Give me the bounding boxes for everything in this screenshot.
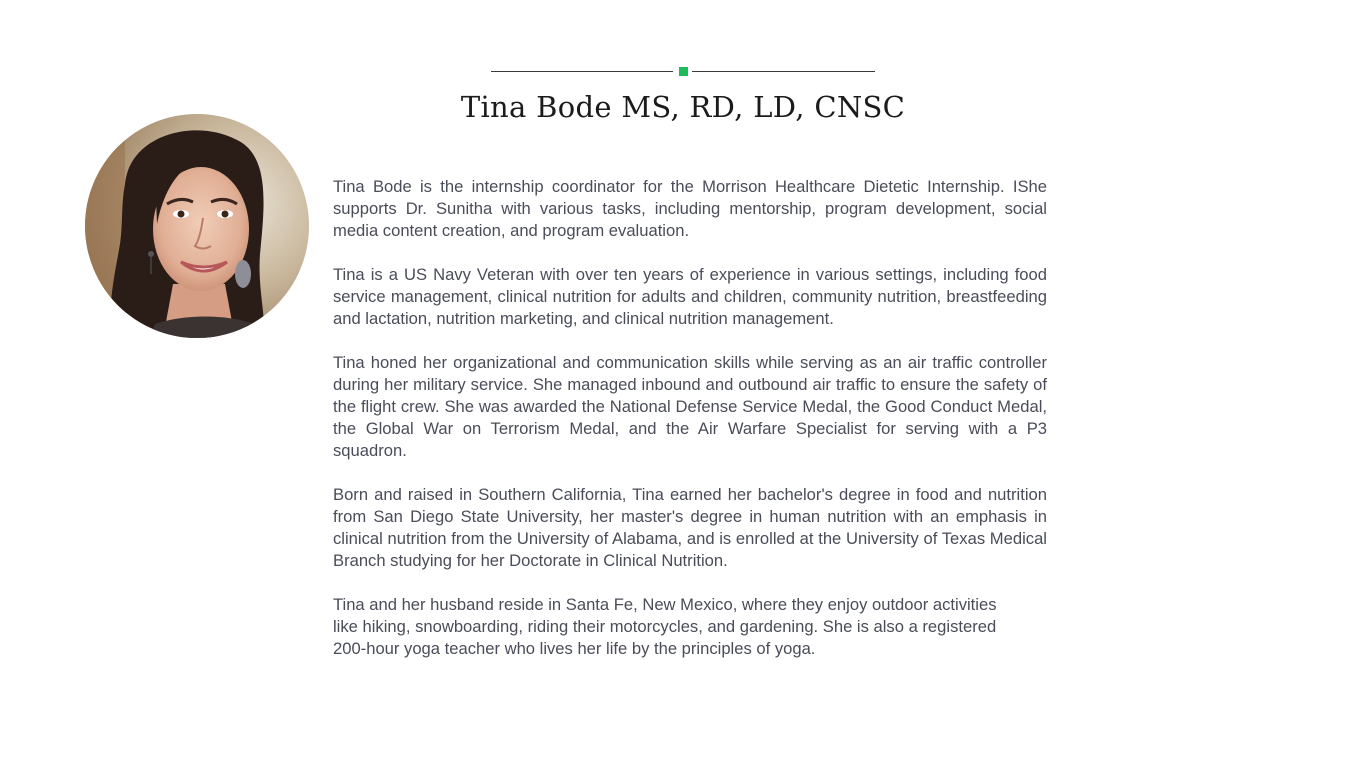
portrait-photo bbox=[85, 114, 309, 338]
bio-paragraph: Tina and her husband reside in Santa Fe, New Mexico, where they enjoy outdoor activities like hiking, snowboarding, riding their motorcycles, and gardening. She is also a registered 200-hour yoga teacher who lives her life by the principles of yoga. bbox=[333, 595, 997, 658]
divider-line-left bbox=[491, 71, 673, 72]
title-divider bbox=[491, 66, 875, 78]
profile-name: Tina Bode MS, RD, LD, CNSC bbox=[460, 90, 906, 124]
bio-paragraph: Tina Bode is the internship coordinator for the Morrison Healthcare Dietetic Internship. IShe supports Dr. Sunitha with various tasks, including mentorship, program development, social media content creation, and program evaluation. bbox=[333, 177, 1047, 240]
bio-paragraph: Tina honed her organizational and communication skills while serving as an air traffic controller during her military service. She managed inbound and outbound air traffic to ensure the safety of the flight crew. She was awarded the National Defense Service Medal, the Good Conduct Medal, the Global War on Terrorism Medal, and the Air Warfare Specialist for serving with a P3 squadron. bbox=[333, 353, 1047, 460]
biography bbox=[333, 176, 1047, 682]
bio-paragraph: Tina is a US Navy Veteran with over ten years of experience in various settings, including food service management, clinical nutrition for adults and children, community nutrition, breastfeeding and lactation, nutrition marketing, and clinical nutrition management. bbox=[333, 265, 1047, 328]
divider-line-right bbox=[692, 71, 875, 72]
bio-paragraph: Born and raised in Southern California, Tina earned her bachelor's degree in food and nutrition from San Diego State University, her master's degree in human nutrition with an emphasis in clinical nutrition from the University of Alabama, and is enrolled at the University of Texas Medical Branch studying for her Doctorate in Clinical Nutrition. bbox=[333, 485, 1047, 570]
accent-square-icon bbox=[679, 67, 688, 76]
